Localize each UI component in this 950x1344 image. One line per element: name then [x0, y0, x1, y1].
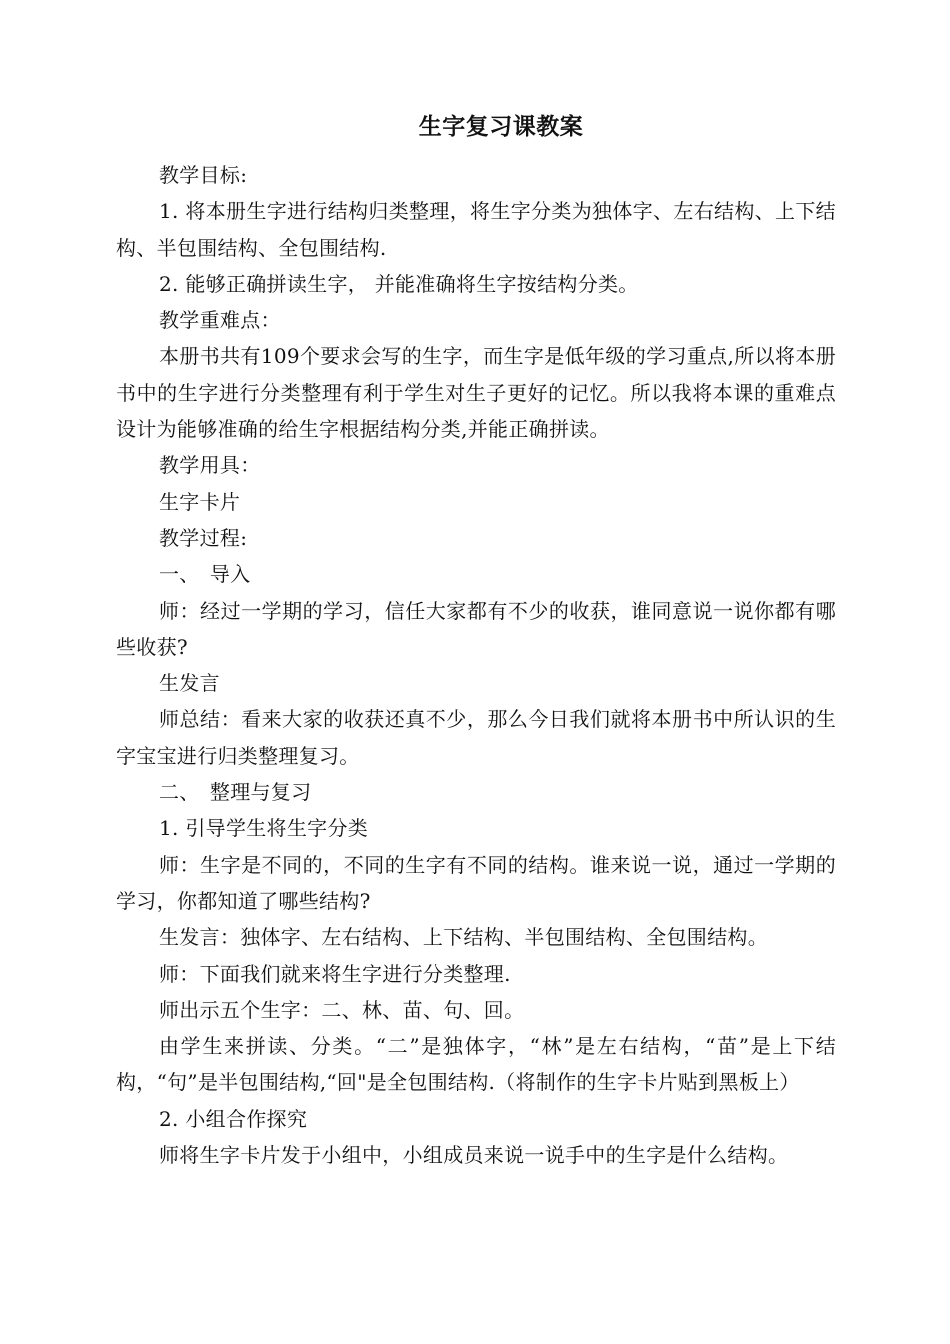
paragraph-tools: 生字卡片 [159, 489, 241, 514]
paragraph-key-points: 本册书共有109个要求会写的生字，而生字是低年级的学习重点,所以将本册书中的生字进行分类整理有利于学生对生子更好的记忆。所以我将本课的重难点设计为能够准确的给生字根据结构分类,并能正确拼读。 [116, 344, 836, 442]
paragraph-group-work: 师将生字卡片发于小组中，小组成员来说一说手中的生字是什么结构。 [159, 1143, 789, 1168]
paragraph-process-heading: 教学过程: [159, 525, 248, 550]
paragraph-section-1-heading: 一、 导入 [159, 562, 251, 587]
paragraph-teacher-summary: 师总结：看来大家的收获还真不少，那么今日我们就将本册书中所认识的生字宝宝进行归类整理复习。 [116, 707, 836, 768]
paragraph-student-answer: 生发言：独体字、左右结构、上下结构、半包围结构、全包围结构。 [159, 925, 768, 950]
paragraph-key-points-heading: 教学重难点： [159, 308, 281, 333]
paragraph-student-speak: 生发言 [159, 671, 220, 696]
paragraph-tools-heading: 教学用具： [159, 453, 261, 478]
paragraph-teacher-question: 师：经过一学期的学习，信任大家都有不少的收获，谁同意说一说你都有哪些收获? [116, 598, 836, 659]
paragraph-goal-2: 2. 能够正确拼读生字， 并能准确将生字按结构分类。 [159, 271, 639, 296]
paragraph-student-classify: 由学生来拼读、分类。“二”是独体字，“林”是左右结构，“苗”是上下结构，“句”是半包围结构,“回"是全包围结构.（将制作的生字卡片贴到黑板上） [116, 1034, 836, 1095]
paragraph-section-2-heading: 二、 整理与复习 [159, 780, 312, 805]
paragraph-teacher-sort: 师：下面我们就来将生字进行分类整理. [159, 961, 511, 986]
paragraph-teacher-show-characters: 师出示五个生字：二、林、苗、句、回。 [159, 997, 525, 1022]
paragraph-teaching-goals-heading: 教学目标: [159, 163, 248, 187]
paragraph-step-2-heading: 2. 小组合作探究 [159, 1106, 308, 1131]
paragraph-step-1-heading: 1. 引导学生将生字分类 [159, 816, 369, 841]
document-body [116, 157, 836, 1173]
paragraph-teacher-structures: 师：生字是不同的，不同的生字有不同的结构。谁来说一说，通过一学期的学习，你都知道了哪些结构? [116, 852, 836, 913]
document-title: 生字复习课教案 [418, 113, 584, 140]
paragraph-goal-1: 1. 将本册生字进行结构归类整理，将生字分类为独体字、左右结构、上下结构、半包围结构、全包围结构. [116, 199, 836, 260]
